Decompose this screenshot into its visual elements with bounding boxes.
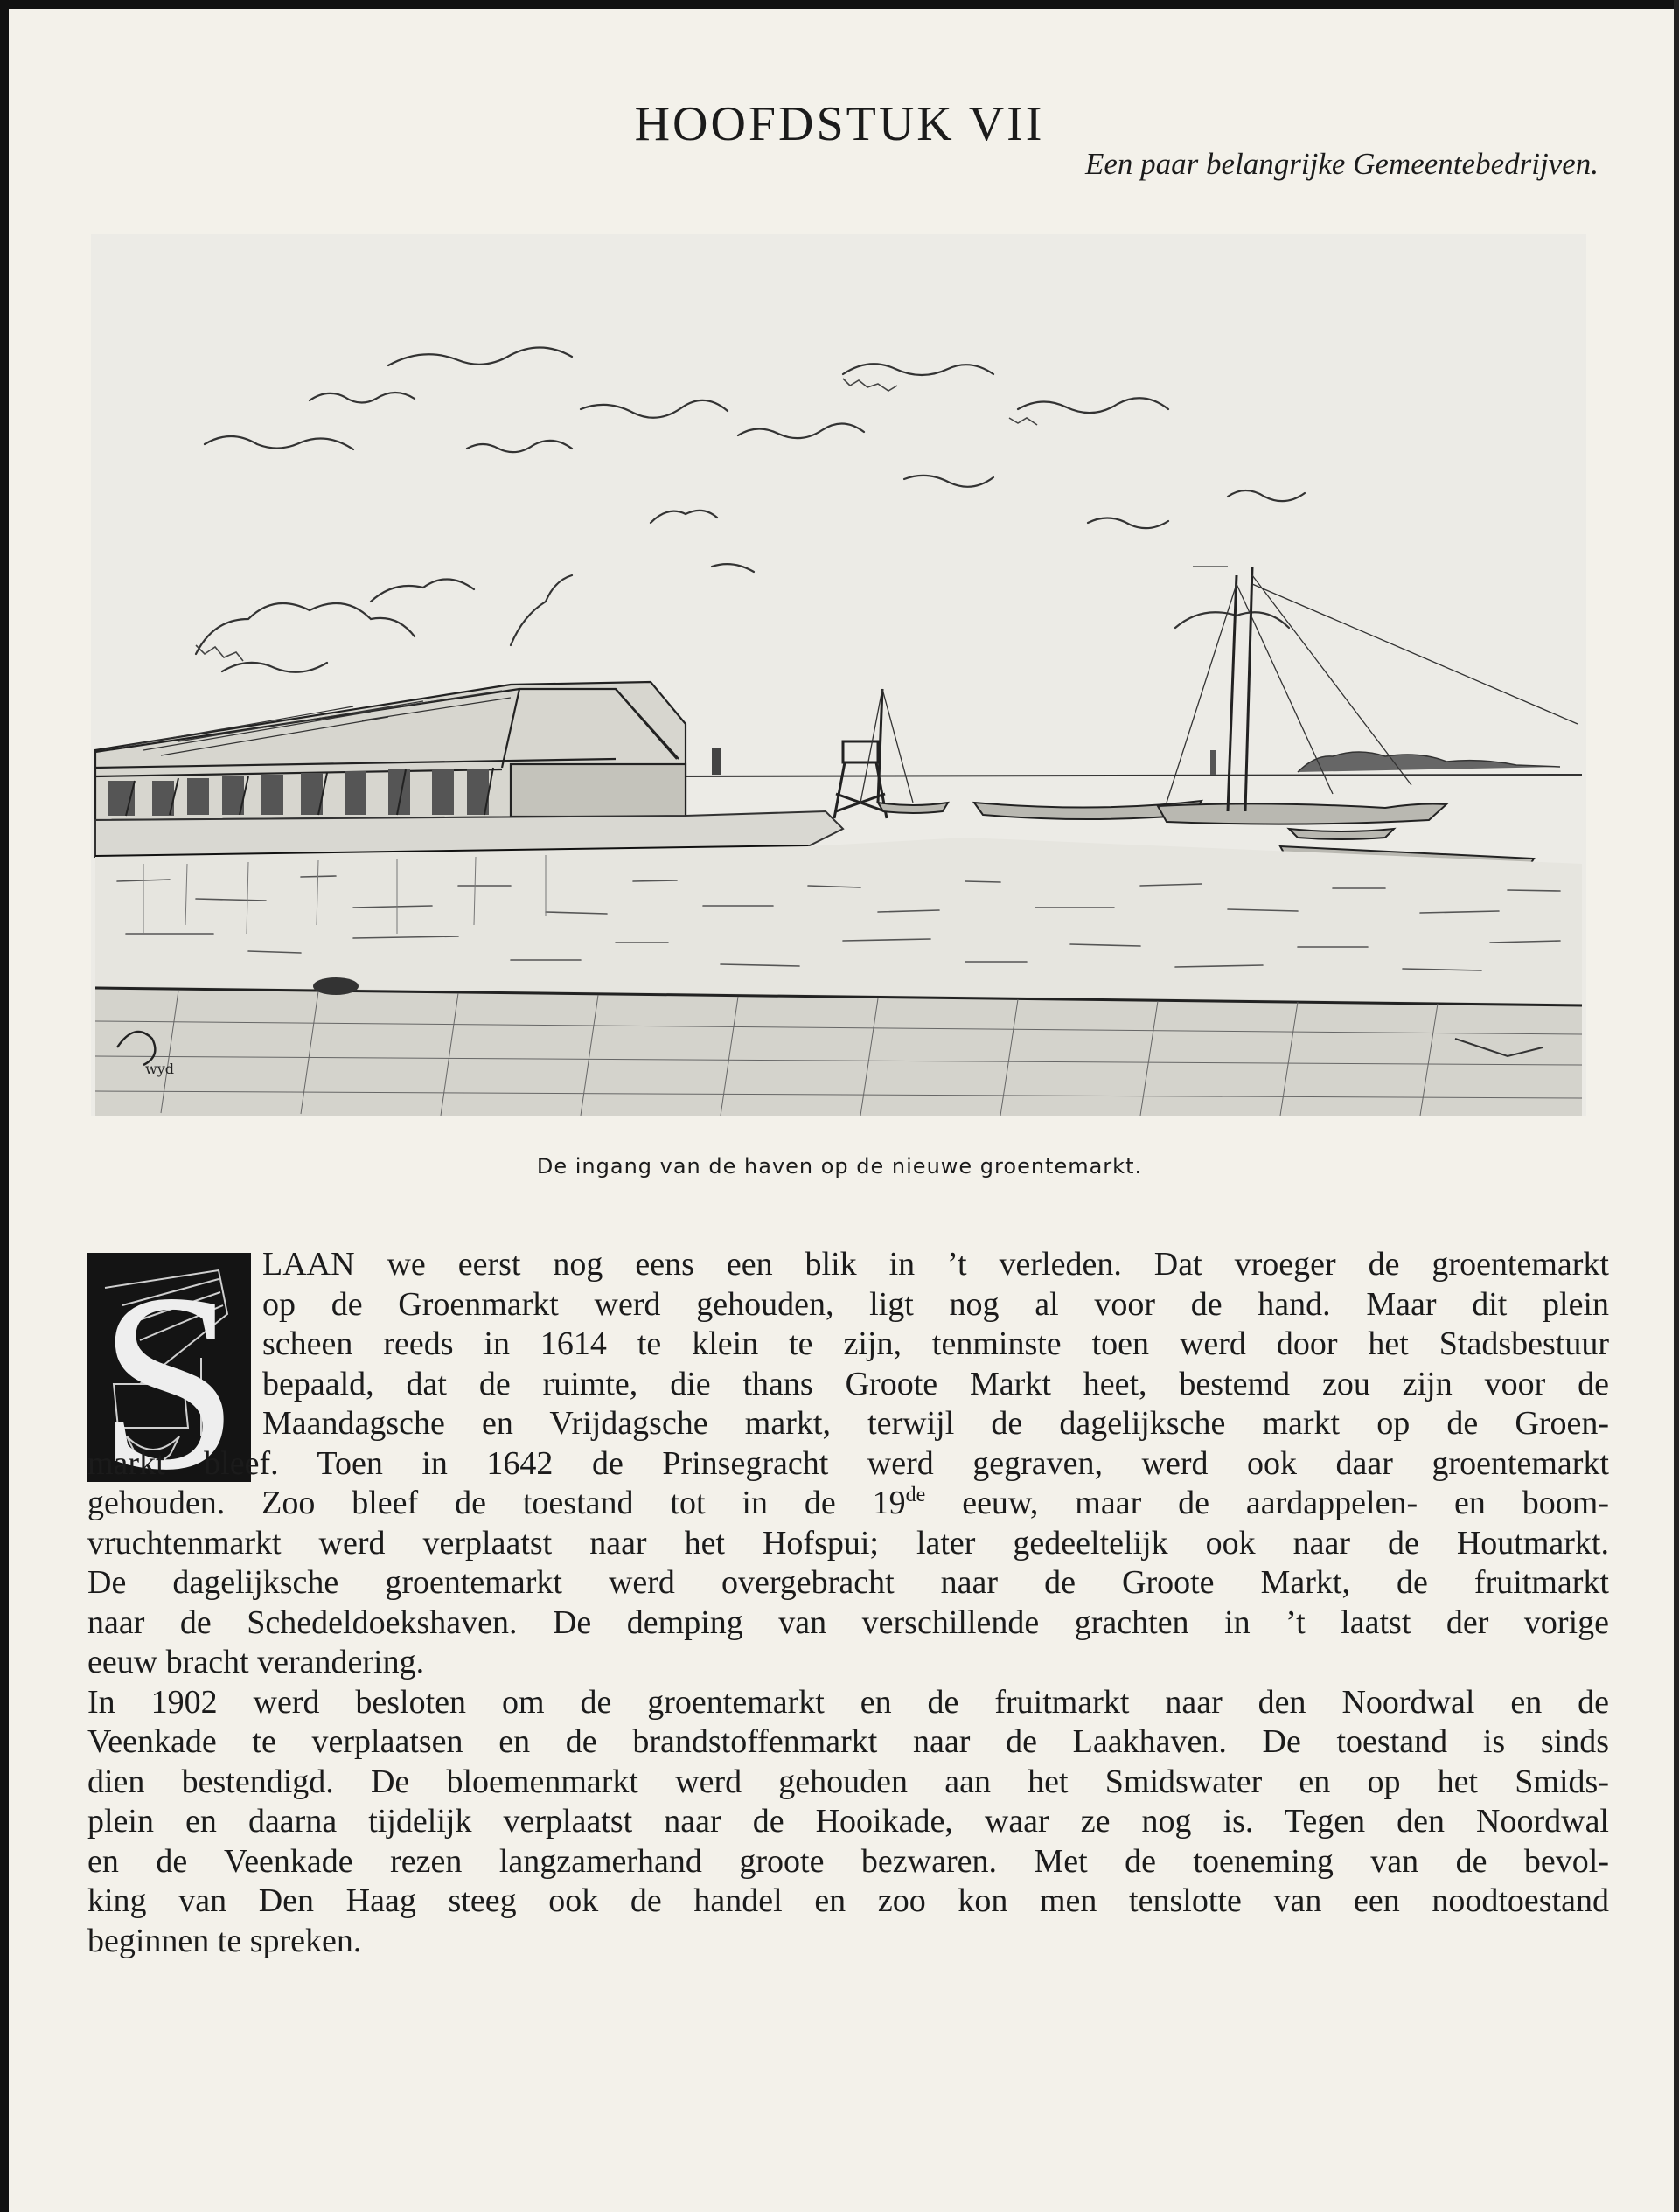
body-text bbox=[87, 1245, 1609, 1961]
paragraph2-line2: Veenkade te verplaatsen en de brandstoffenmarkt naar de Laakhaven. De toestand is sinds bbox=[87, 1723, 1609, 1760]
paragraph1-line4: bepaald, dat de ruimte, die thans Groote Markt heet, bestemd zou zijn voor de bbox=[262, 1365, 1609, 1402]
page-edge-left bbox=[0, 0, 9, 2212]
illustration-caption: De ingang van de haven op de nieuwe groentemarkt. bbox=[536, 1154, 1143, 1179]
paragraph1-line3: scheen reeds in 1614 te klein te zijn, tenminste toen werd door het Stadsbestuur bbox=[262, 1325, 1609, 1362]
paragraph2-line4: plein en daarna tijdelijk verplaatst naar de Hooikade, waar ze nog is. Tegen den Noordwal bbox=[87, 1803, 1609, 1840]
page-edge-right bbox=[1674, 0, 1679, 2212]
paragraph1-line7 bbox=[87, 1484, 1609, 1524]
paragraph1-line1: LAAN we eerst nog eens een blik in ’t verleden. Dat vroeger de groentemarkt bbox=[262, 1246, 1609, 1283]
paragraph1-line2: op de Groenmarkt werd gehouden, ligt nog al voor de hand. Maar dit plein bbox=[262, 1285, 1609, 1323]
paragraph1-line5: Maandagsche en Vrijdagsche markt, terwijl de dagelijksche markt op de Groen- bbox=[262, 1405, 1609, 1442]
chapter-title: HOOFDSTUK VII bbox=[634, 96, 1045, 151]
paragraph1-line11: eeuw bracht verandering. bbox=[87, 1644, 425, 1680]
paragraph1-line7-start: gehouden. Zoo bleef de toestand tot in de 19 bbox=[87, 1485, 906, 1521]
paragraph1-line7-end: eeuw, maar de aardappelen- en boom- bbox=[925, 1485, 1609, 1521]
dropcap-letter: S bbox=[98, 1253, 240, 1482]
chapter-subtitle: Een paar belangrijke Gemeentebedrijven. bbox=[1084, 147, 1599, 181]
paragraph2-line6: king van Den Haag steeg ook de handel en zoo kon men tenslotte van een noodtoestand bbox=[87, 1882, 1609, 1919]
paragraph1-line6: markt bleef. Toen in 1642 de Prinsegracht werd gegraven, werd ook daar groentemarkt bbox=[87, 1444, 1609, 1482]
paragraph1-line7-superscript: de bbox=[905, 1484, 926, 1506]
page-edge-top bbox=[0, 0, 1679, 9]
harbour-illustration bbox=[91, 234, 1586, 1116]
harbour-drawing-icon bbox=[91, 234, 1586, 1116]
paragraph2-line5: en de Veenkade rezen langzamerhand groote bezwaren. Met de toeneming van de bevol- bbox=[87, 1842, 1609, 1880]
paragraph2-line3: dien bestendigd. De bloemenmarkt werd gehouden aan het Smidswater en op het Smids- bbox=[87, 1763, 1609, 1800]
paragraph1-line9: De dagelijksche groentemarkt werd overgebracht naar de Groote Markt, de fruitmarkt bbox=[87, 1564, 1609, 1601]
paragraph1-line8: vruchtenmarkt werd verplaatst naar het Hofspui; later gedeeltelijk ook naar de Houtmarkt. bbox=[87, 1524, 1609, 1562]
svg-text:wyd: wyd bbox=[145, 1061, 174, 1077]
paragraph2-line1: In 1902 werd besloten om de groentemarkt en de fruitmarkt naar den Noordwal en de bbox=[87, 1683, 1609, 1721]
paragraph1-line10: naar de Schedeldoekshaven. De demping van verschillende grachten in ’t laatst der vorige bbox=[87, 1603, 1609, 1641]
paragraph2-line7: beginnen te spreken. bbox=[87, 1922, 362, 1959]
